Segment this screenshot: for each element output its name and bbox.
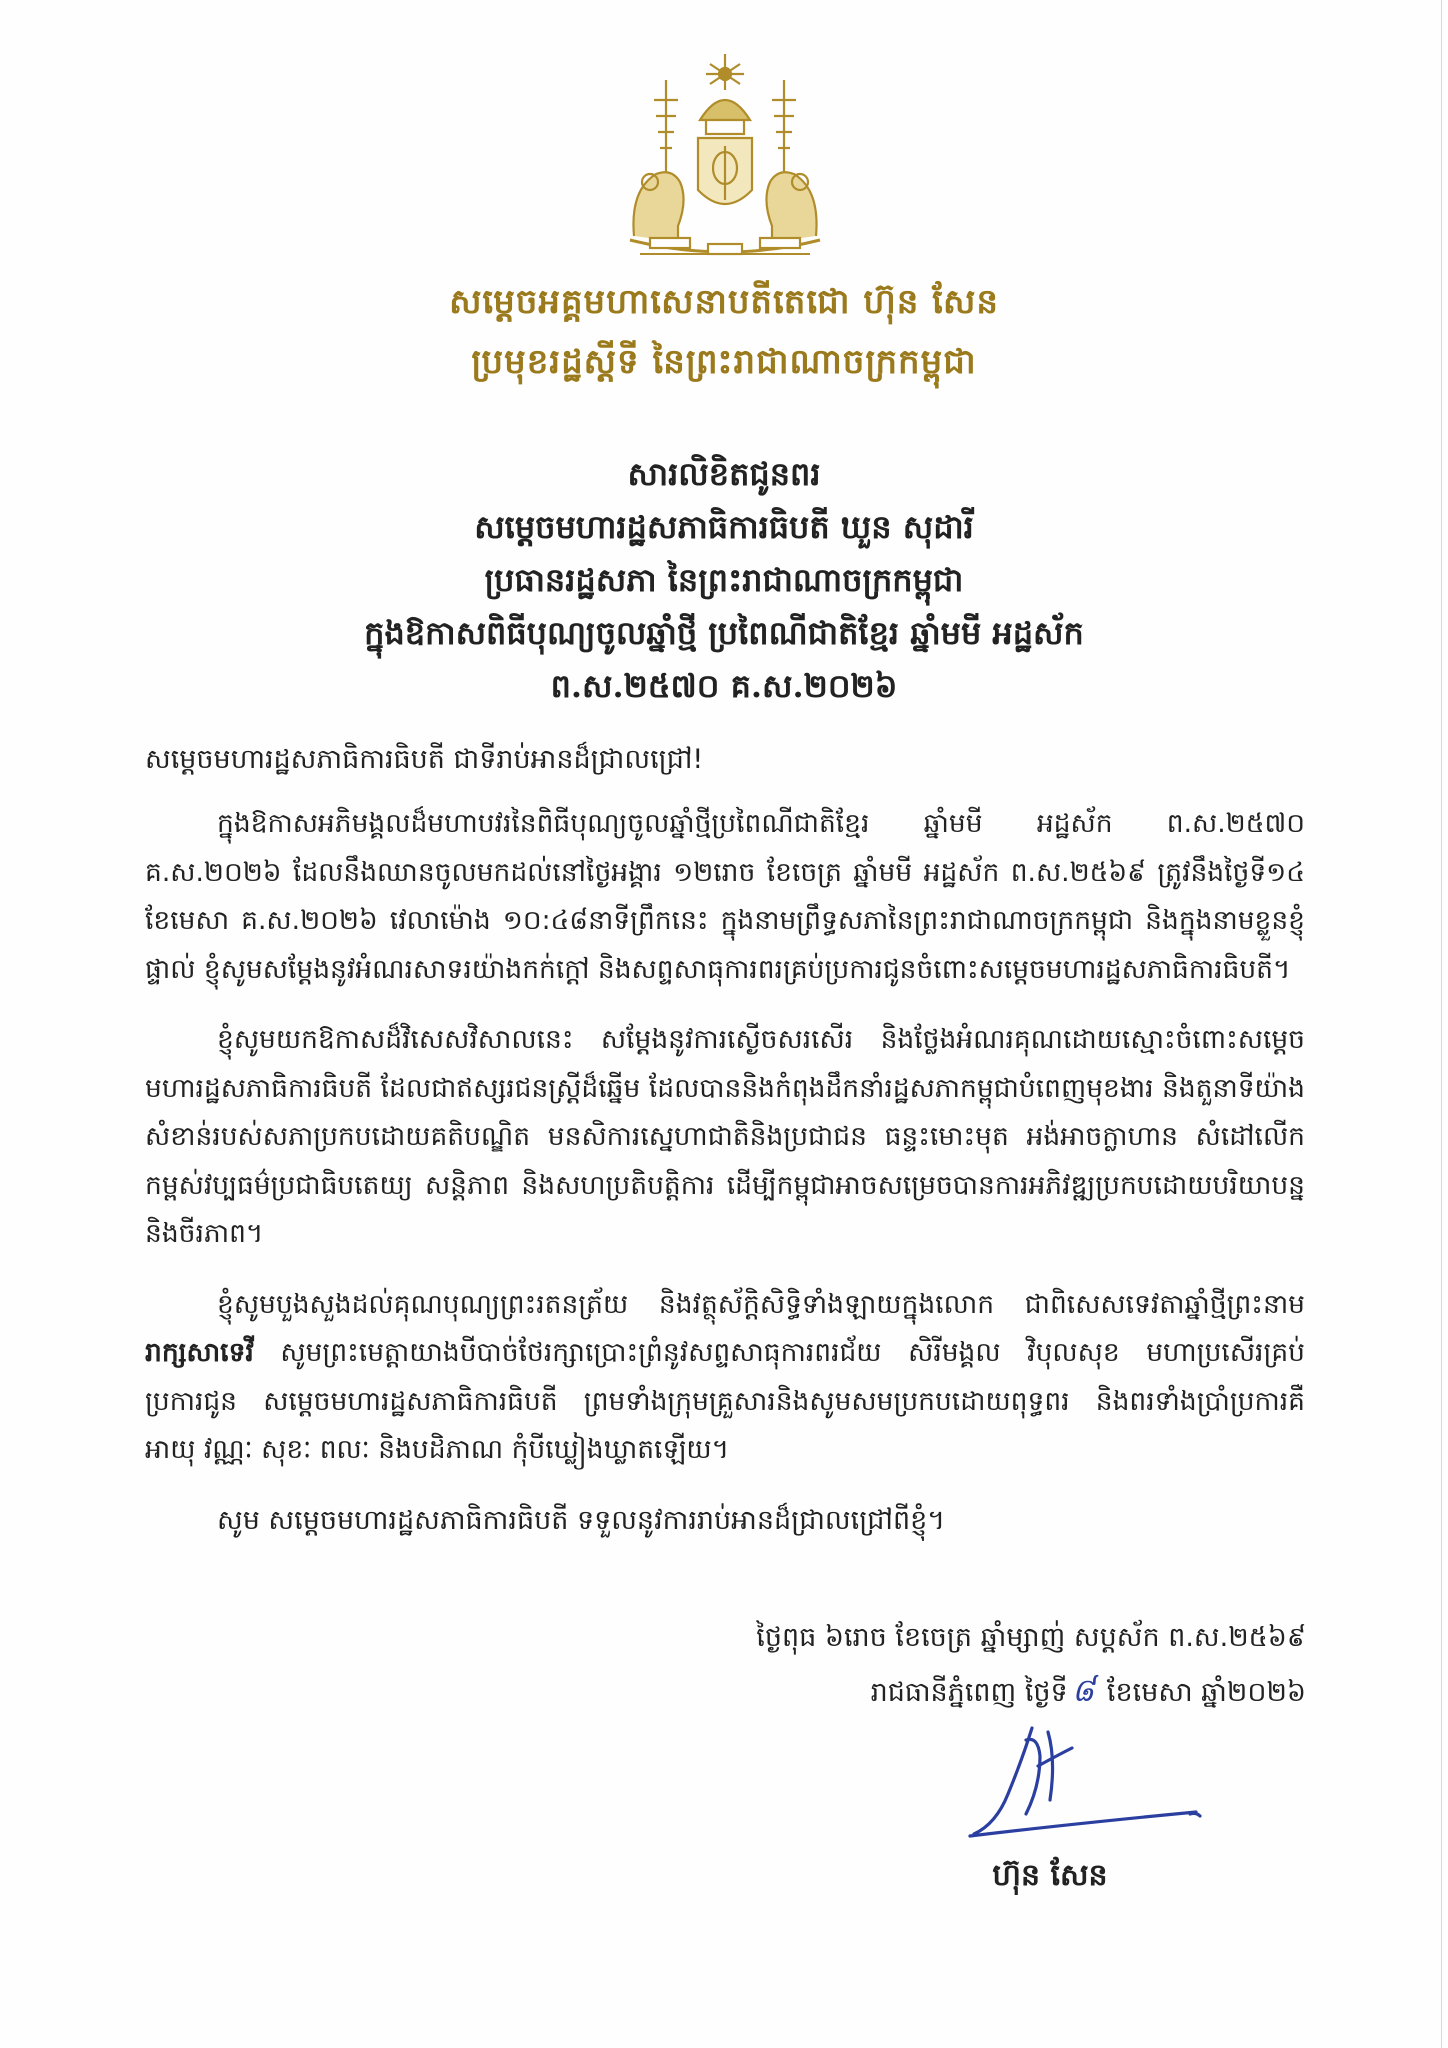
letter-title — [0, 448, 1448, 713]
new-year-deity-name: រាក្សសាទេវី — [145, 1337, 254, 1368]
place-date — [606, 1664, 1306, 1719]
handwritten-signature — [960, 1720, 1210, 1850]
paragraph-3-start: ខ្ញុំសូមបួងសួងដល់គុណបុណ្យព្រះរតនត្រ័យ និងវត្ថុស័ក្តិសិទ្ធិទាំងឡាយក្នុងលោក ជាពិសេសទេវតាឆ្នាំថ្មីព្រះនាម — [217, 1288, 1305, 1320]
title-heading: សារលិខិតជូនពរ — [627, 455, 821, 493]
dateline — [606, 1612, 1306, 1719]
closing-line: សូម សម្តេចមហារដ្ឋសភាធិការធិបតី ទទួលនូវការរាប់អានដ៏ជ្រាលជ្រៅពីខ្ញុំ។ — [217, 1504, 946, 1536]
handwritten-day: ៨ — [1071, 1671, 1095, 1709]
sender-header — [0, 272, 1448, 392]
royal-coat-of-arms-icon — [620, 50, 830, 265]
place-date-prefix: រាជធានីភ្នំពេញ ថ្ងៃទី — [870, 1677, 1068, 1708]
recipient-name: សម្តេចមហារដ្ឋសភាធិការធិបតី ឃួន សុដារី — [474, 508, 974, 546]
paragraph-3-end: សូមព្រះមេត្តាយាងបីបាច់ថែរក្សាប្រោះព្រំនូវសព្ទសាធុការពរជ័យ សិរីមង្គល វិបុលសុខ មហាប្រសើរគ្រប់ប្រការជូន សម្តេចមហារដ្ឋសភាធិការធិបតី ព្រមទាំងក្រុមគ្រួសារនិងសូមសមប្រកបដោយពុទ្ធពរ និងពរទាំងប្រាំប្រការគឺ អាយុ វណ្ណៈ សុខៈ ពលៈ និងបដិភាណ កុំបីឃ្លៀងឃ្លាតឡើយ។ — [145, 1337, 1305, 1465]
paragraph-2: ខ្ញុំសូមយកឱកាសដ៏វិសេសវិសាលនេះ សម្តែងនូវការស្ងើចសរសើរ និងថ្លែងអំណរគុណដោយស្មោះចំពោះសម្តេចមហារដ្ឋសភាធិការធិបតី ដែលជាឥស្សរជនស្ត្រីដ៏ឆ្នើម ដែលបាននិងកំពុងដឹកនាំរដ្ឋសភាកម្ពុជាបំពេញមុខងារ និងតួនាទីយ៉ាងសំខាន់របស់សភាប្រកបដោយគតិបណ្ឌិត មនសិការស្នេហាជាតិនិងប្រជាជន ធន្ទះមោះមុត អង់អាចក្លាហាន សំដៅលើកកម្ពស់វប្បធម៌ប្រជាធិបតេយ្យ សន្តិភាព និងសហប្រតិបត្តិការ ដើម្បីកម្ពុជាអាចសម្រេចបានការអភិវឌ្ឍប្រកបដោយបរិយាបន្ន និងចីរភាព។ — [145, 1024, 1305, 1249]
signer-name: ហ៊ុន សែន — [992, 1858, 1108, 1893]
sender-position: ប្រមុខរដ្ឋស្តីទី នៃព្រះរាជាណាចក្រកម្ពុជា — [471, 342, 977, 382]
sender-title: សម្តេចអគ្គមហាសេនាបតីតេជោ ហ៊ុន សែន — [449, 282, 999, 322]
paragraph-1: ក្នុងឱកាសអភិមង្គលដ៏មហាបវរនៃពិធីបុណ្យចូលឆ្នាំថ្មីប្រពៃណីជាតិខ្មែរ ឆ្នាំមមី អដ្ឋស័ក ព.ស.២៥៧០ គ.ស.២០២៦ ដែលនឹងឈានចូលមកដល់នៅថ្ងៃអង្គារ ១២រោច ខែចេត្រ ឆ្នាំមមី អដ្ឋស័ក ព.ស.២៥៦៩ ត្រូវនឹងថ្ងៃទី១៤ ខែមេសា គ.ស.២០២៦ វេលាម៉ោង ១០:៤៨នាទីព្រឹកនេះ ក្នុងនាមព្រឹទ្ធសភានៃព្រះរាជាណាចក្រកម្ពុជា និងក្នុងនាមខ្លួនខ្ញុំផ្ទាល់ ខ្ញុំសូមសម្តែងនូវអំណរសាទរយ៉ាងកក់ក្តៅ និងសព្ទសាធុការពរគ្រប់ប្រការជូនចំពោះសម្តេចមហារដ្ឋសភាធិការធិបតី។ — [145, 808, 1305, 985]
salutation: សម្តេចមហារដ្ឋសភាធិការធិបតី ជាទីរាប់អានដ៏ជ្រាលជ្រៅ! — [145, 744, 704, 775]
letter-body — [145, 800, 1305, 1545]
paragraph-3 — [145, 1281, 1305, 1475]
occasion-year: ព.ស.២៥៧០ គ.ស.២០២៦ — [550, 667, 898, 705]
lunar-date: ថ្ងៃពុធ ៦រោច ខែចេត្រ ឆ្នាំម្សាញ់ សប្តស័ក ព.ស.២៥៦៩ — [756, 1622, 1306, 1653]
recipient-position: ប្រធានរដ្ឋសភា នៃព្រះរាជាណាចក្រកម្ពុជា — [484, 561, 964, 599]
occasion: ក្នុងឱកាសពិធីបុណ្យចូលឆ្នាំថ្មី ប្រពៃណីជាតិខ្មែរ ឆ្នាំមមី អដ្ឋស័ក — [364, 614, 1084, 652]
place-date-suffix: ខែមេសា ឆ្នាំ២០២៦ — [1098, 1677, 1306, 1708]
